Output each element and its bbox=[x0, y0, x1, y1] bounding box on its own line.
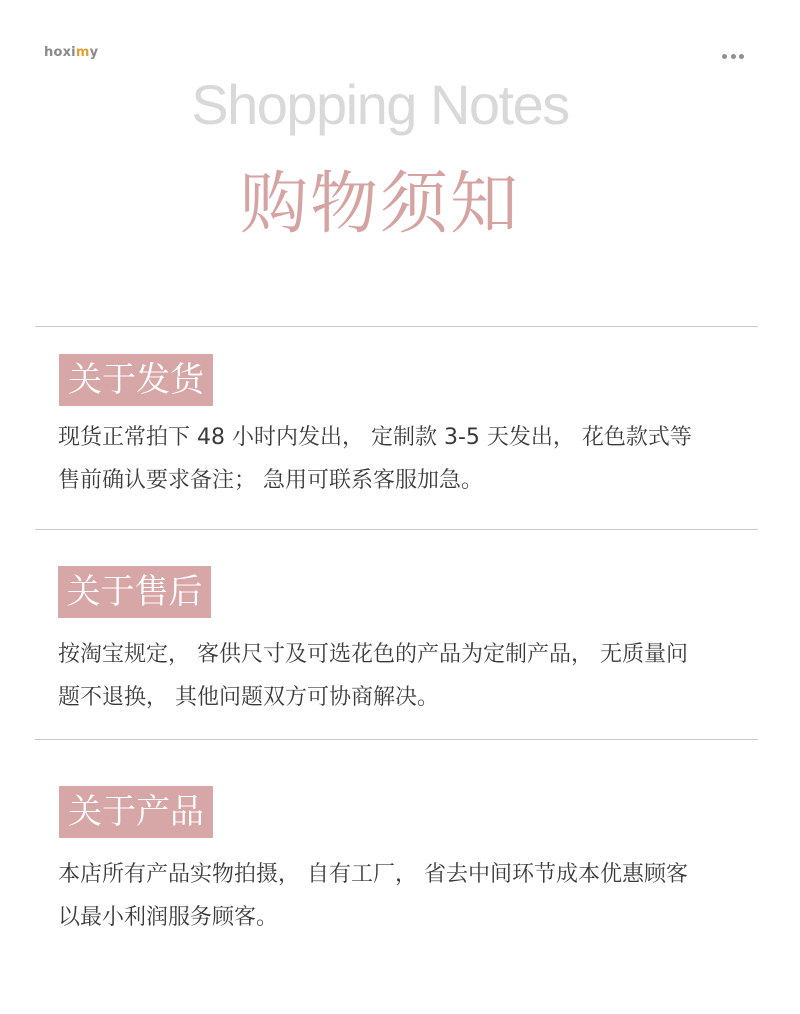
section-body-shipping bbox=[58, 416, 758, 502]
section-heading-shipping: 关于发货 bbox=[59, 354, 213, 406]
body-line: 按淘宝规定， 客供尺寸及可选花色的产品为定制产品， 无质量问 bbox=[58, 642, 688, 667]
page-title-english: Shopping Notes bbox=[191, 73, 569, 136]
section-heading-product: 关于产品 bbox=[59, 786, 213, 838]
section-body-after-sales bbox=[58, 633, 758, 719]
dot bbox=[722, 54, 727, 59]
logo-text-suffix: y bbox=[89, 45, 99, 60]
body-line: 题不退换， 其他问题双方可协商解决。 bbox=[58, 685, 439, 710]
section-heading-after-sales: 关于售后 bbox=[58, 566, 211, 618]
dot bbox=[739, 54, 744, 59]
page-title-chinese: 购物须知 bbox=[239, 165, 520, 244]
body-line: 本店所有产品实物拍摄， 自有工厂， 省去中间环节成本优惠顾客 bbox=[58, 862, 688, 887]
section-divider bbox=[35, 529, 758, 530]
more-dots-icon[interactable] bbox=[722, 53, 744, 59]
logo-text-accent: m bbox=[75, 45, 90, 60]
logo-text-prefix: hoxi bbox=[44, 45, 76, 60]
section-divider bbox=[35, 326, 758, 327]
brand-logo bbox=[44, 45, 98, 60]
dot bbox=[731, 54, 736, 59]
body-line: 以最小利润服务顾客。 bbox=[58, 905, 279, 930]
body-line: 现货正常拍下 48 小时内发出， 定制款 3-5 天发出， 花色款式等 bbox=[58, 425, 692, 450]
body-line: 售前确认要求备注； 急用可联系客服加急。 bbox=[58, 468, 483, 493]
section-body-product bbox=[58, 853, 758, 939]
section-divider bbox=[35, 739, 758, 740]
